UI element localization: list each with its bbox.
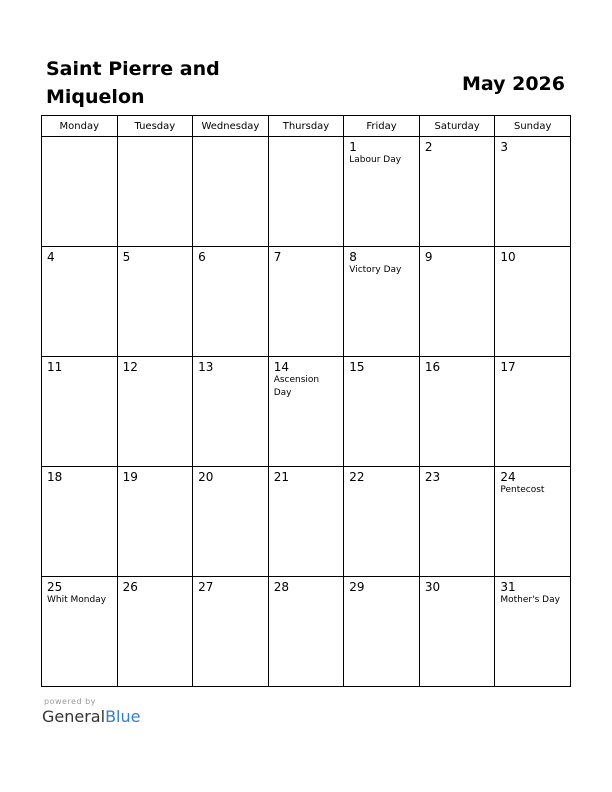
weekday-header-sunday: Sunday — [495, 116, 571, 137]
weekday-header-row — [42, 116, 571, 137]
day-number: 25 — [47, 580, 63, 594]
calendar-day-cell — [117, 577, 193, 687]
calendar-day-cell — [495, 467, 571, 577]
day-number: 30 — [424, 580, 441, 594]
day-number: 14 — [273, 360, 289, 374]
day-number: 29 — [349, 580, 365, 594]
calendar-week-row — [42, 137, 571, 247]
holiday-label: Pentecost — [500, 485, 545, 495]
calendar-week-row — [42, 357, 571, 467]
day-number: 19 — [122, 470, 138, 484]
month-calendar-grid — [41, 115, 571, 687]
day-number: 8 — [349, 250, 357, 264]
day-number — [193, 137, 268, 140]
calendar-day-cell — [117, 467, 193, 577]
calendar-day-cell — [117, 357, 193, 467]
holiday-label: Mother's Day — [500, 595, 560, 605]
calendar-day-cell — [268, 137, 344, 247]
generalblue-logo[interactable] — [42, 707, 140, 727]
day-number: 20 — [198, 470, 214, 484]
day-number: 16 — [424, 360, 441, 374]
calendar-day-cell — [344, 357, 420, 467]
holiday-label: Victory Day — [349, 265, 402, 275]
calendar-week-row — [42, 247, 571, 357]
day-number: 13 — [198, 360, 214, 374]
calendar-day-cell — [193, 357, 269, 467]
calendar-day-cell — [117, 247, 193, 357]
calendar-day-cell — [344, 137, 420, 247]
day-number: 23 — [424, 470, 441, 484]
weekday-header-thursday: Thursday — [268, 116, 344, 137]
day-number: 24 — [500, 470, 516, 484]
day-number: 22 — [349, 470, 365, 484]
day-number: 4 — [47, 250, 55, 264]
calendar-day-cell — [42, 467, 118, 577]
day-number: 11 — [47, 360, 63, 374]
calendar-day-cell — [193, 577, 269, 687]
day-number: 2 — [424, 140, 433, 154]
calendar-day-cell — [268, 467, 344, 577]
calendar-day-cell — [419, 577, 495, 687]
calendar-day-cell — [495, 247, 571, 357]
calendar-day-cell — [268, 357, 344, 467]
logo-blue-text: Blue — [105, 707, 141, 726]
powered-by-text: powered by — [44, 697, 96, 706]
calendar-day-cell — [193, 247, 269, 357]
weekday-header-tuesday: Tuesday — [117, 116, 193, 137]
holiday-label: Ascension Day — [273, 375, 320, 398]
weekday-header-wednesday: Wednesday — [193, 116, 269, 137]
calendar-day-cell — [419, 357, 495, 467]
calendar-day-cell — [344, 467, 420, 577]
day-number: 21 — [273, 470, 289, 484]
day-number: 1 — [349, 140, 357, 154]
day-number: 26 — [122, 580, 138, 594]
calendar-week-row — [42, 577, 571, 687]
calendar-day-cell — [495, 137, 571, 247]
calendar-day-cell — [344, 247, 420, 357]
day-number: 15 — [349, 360, 365, 374]
logo-general-text: General — [42, 707, 106, 726]
day-number: 27 — [198, 580, 214, 594]
calendar-day-cell — [117, 137, 193, 247]
day-number: 17 — [500, 360, 516, 374]
day-number — [118, 137, 193, 140]
calendar-day-cell — [268, 247, 344, 357]
weekday-header-friday: Friday — [344, 116, 420, 137]
weekday-header-saturday: Saturday — [419, 116, 495, 137]
calendar-day-cell — [495, 577, 571, 687]
day-number: 7 — [273, 250, 282, 264]
calendar-day-cell — [268, 577, 344, 687]
calendar-day-cell — [419, 137, 495, 247]
calendar-day-cell — [193, 467, 269, 577]
calendar-day-cell — [419, 247, 495, 357]
calendar-day-cell — [42, 577, 118, 687]
calendar-day-cell — [344, 577, 420, 687]
day-number: 9 — [424, 250, 433, 264]
calendar-day-cell — [42, 357, 118, 467]
calendar-day-cell — [193, 137, 269, 247]
calendar-day-cell — [42, 137, 118, 247]
day-number: 3 — [500, 140, 509, 154]
day-number: 31 — [500, 580, 516, 594]
day-number: 6 — [198, 250, 206, 264]
calendar-day-cell — [495, 357, 571, 467]
generalblue-footer — [42, 697, 140, 727]
holiday-label: Whit Monday — [47, 595, 107, 605]
calendar-week-row — [42, 467, 571, 577]
calendar-day-cell — [42, 247, 118, 357]
calendar-region-title: Saint Pierre and Miquelon — [46, 58, 220, 108]
day-number: 28 — [273, 580, 289, 594]
day-number — [269, 137, 344, 140]
day-number: 10 — [500, 250, 516, 264]
day-number — [42, 137, 117, 140]
day-number: 12 — [122, 360, 138, 374]
weekday-header-monday: Monday — [42, 116, 118, 137]
calendar-day-cell — [419, 467, 495, 577]
day-number: 5 — [122, 250, 131, 264]
day-number: 18 — [47, 470, 63, 484]
holiday-label: Labour Day — [349, 155, 402, 165]
calendar-month-title: May 2026 — [461, 73, 565, 95]
